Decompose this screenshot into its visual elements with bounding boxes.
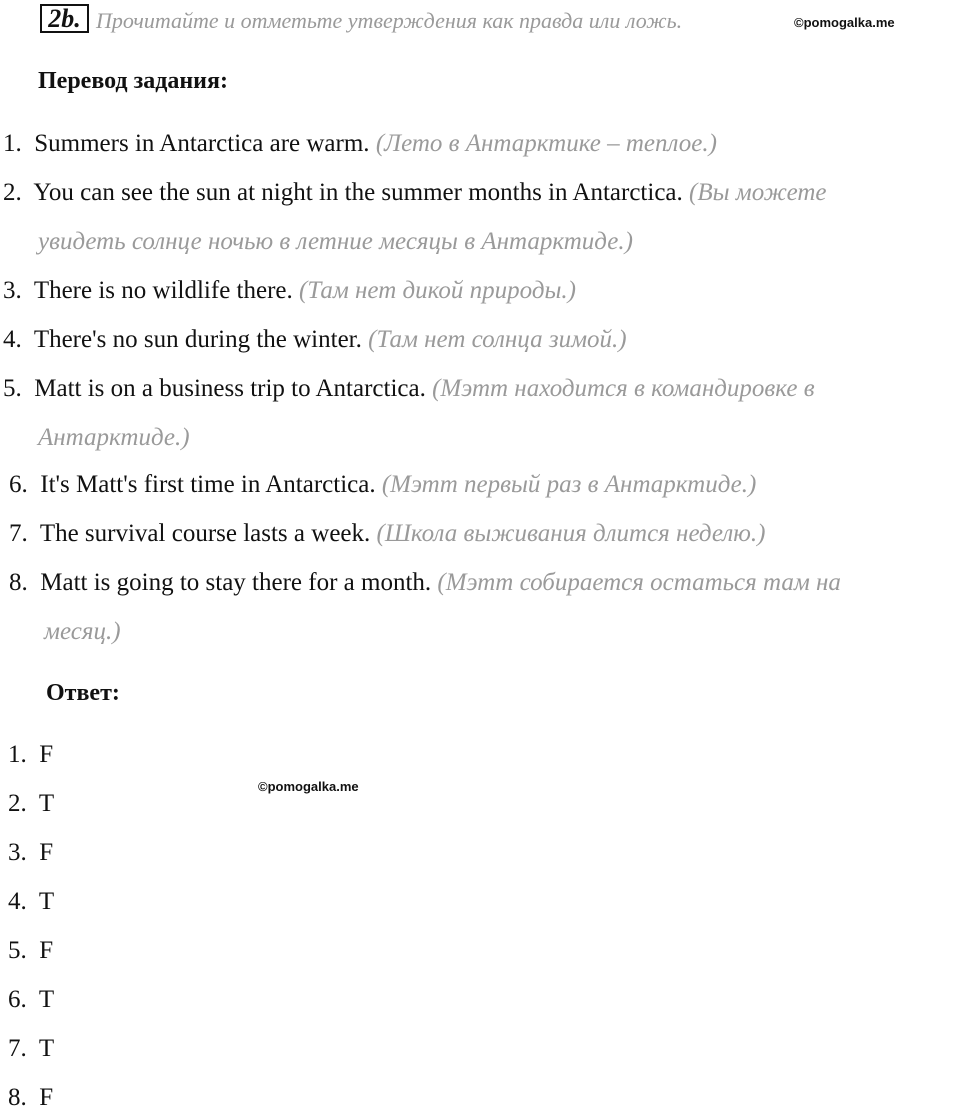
answer-number: 3.: [8, 839, 27, 866]
answer-number: 5.: [8, 937, 27, 964]
answer-5: [8, 937, 53, 965]
answer-value: F: [39, 741, 54, 768]
translation-heading: Перевод задания:: [38, 68, 228, 94]
statement-english: It's Matt's first time in Antarctica.: [40, 471, 376, 498]
answer-number: 6.: [8, 986, 27, 1013]
statement-english: Matt is going to stay there for a month.: [40, 569, 432, 596]
statement-russian-continuation: месяц.): [44, 618, 121, 645]
statement-number: 4.: [3, 326, 22, 353]
answer-4: [8, 888, 54, 916]
statement-5: [3, 375, 815, 403]
answer-number: 4.: [8, 888, 27, 915]
statement-number: 2.: [3, 179, 22, 206]
statement-number: 1.: [3, 130, 22, 157]
answer-value: F: [39, 1084, 54, 1111]
answer-value: T: [38, 888, 55, 915]
answer-value: F: [39, 839, 54, 866]
answer-3: [8, 839, 53, 867]
statement-russian: (Школа выживания длится неделю.): [376, 520, 766, 547]
statement-russian: (Там нет солнца зимой.): [368, 326, 627, 353]
answer-8: [8, 1084, 53, 1112]
statement-russian-continuation: Антарктиде.): [38, 424, 190, 451]
statement-english: The survival course lasts a week.: [39, 520, 371, 547]
answer-value: F: [39, 937, 54, 964]
statement-russian-continuation: увидеть солнце ночью в летние месяцы в Антарктиде.): [38, 228, 633, 255]
statement-4: [3, 326, 627, 354]
answer-number: 7.: [8, 1035, 27, 1062]
statement-english: There's no sun during the winter.: [33, 326, 362, 353]
task-instruction: Прочитайте и отметьте утверждения как правда или ложь.: [96, 8, 683, 33]
answer-6: [8, 986, 54, 1014]
answer-value: T: [38, 986, 55, 1013]
statement-english: Matt is on a business trip to Antarctica.: [34, 375, 426, 402]
statement-russian: (Там нет дикой природы.): [299, 277, 576, 304]
answer-1: [8, 741, 53, 769]
statement-1: [3, 130, 717, 158]
statement-russian: (Лето в Антарктике – теплое.): [375, 130, 717, 157]
statement-2: [3, 179, 826, 207]
statement-russian: (Вы можете: [689, 179, 827, 206]
statement-russian: (Мэтт находится в командировке в: [432, 375, 815, 402]
statement-number: 7.: [9, 520, 28, 547]
watermark-middle: ©pomogalka.me: [258, 779, 359, 794]
answer-number: 2.: [8, 790, 27, 817]
statement-number: 3.: [3, 277, 22, 304]
answer-2: [8, 790, 54, 818]
statement-number: 5.: [3, 375, 22, 402]
answer-value: T: [38, 790, 55, 817]
answer-value: T: [38, 1035, 55, 1062]
statement-english: Summers in Antarctica are warm.: [34, 130, 370, 157]
answer-number: 8.: [8, 1084, 27, 1111]
task-number-badge: 2b.: [40, 4, 89, 33]
answer-7: [8, 1035, 54, 1063]
statement-6: [9, 471, 756, 499]
statement-english: There is no wildlife there.: [33, 277, 293, 304]
answer-number: 1.: [8, 741, 27, 768]
statement-english: You can see the sun at night in the summer months in Antarctica.: [33, 179, 683, 206]
statement-7: [9, 520, 765, 548]
statement-8: [9, 569, 841, 597]
statement-russian: (Мэтт первый раз в Антарктиде.): [381, 471, 757, 498]
statement-number: 8.: [9, 569, 28, 596]
watermark-top: ©pomogalka.me: [794, 15, 895, 30]
answer-heading: Ответ:: [46, 680, 120, 706]
statement-russian: (Мэтт собирается остаться там на: [437, 569, 841, 596]
statement-number: 6.: [9, 471, 28, 498]
statement-3: [3, 277, 576, 305]
